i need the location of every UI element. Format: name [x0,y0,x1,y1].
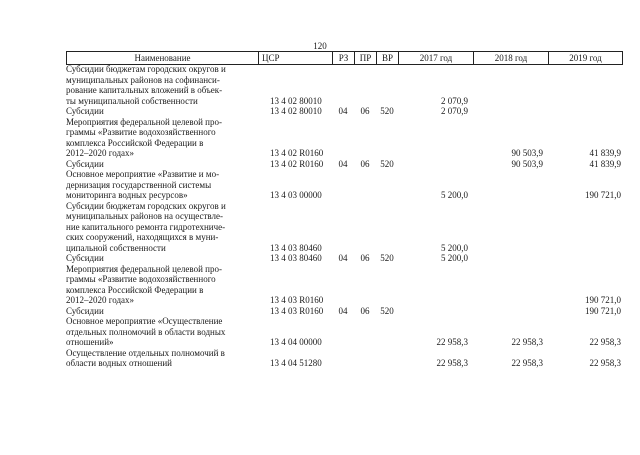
row-rz: 04 [338,253,348,263]
row-2017: 5 200,0 [441,253,468,263]
row-2017: 2 070,9 [441,106,468,116]
column-header-csr: ЦСР [258,52,332,64]
column-header-2019: 2019 год [548,52,623,64]
row-pr: 06 [360,253,370,263]
row-csr: 13 4 02 80010 [270,95,322,106]
column-header-name: Наименование [66,52,258,64]
table-row [66,306,623,317]
row-2017: 5 200,0 [441,242,468,253]
row-2018: 90 503,9 [511,148,543,158]
row-name: Основное мероприятие «Развитие и мо- дернизация государственной системы мониторинга водных ресурсов» [66,169,220,200]
row-csr: 13 4 04 51280 [270,358,322,368]
row-csr: 13 4 02 R0160 [270,148,324,158]
row-name: Субсидии [66,305,104,316]
row-2019: 22 958,3 [589,358,621,368]
table-row [66,348,623,369]
row-2019: 22 958,3 [589,337,621,347]
row-vr: 520 [380,158,394,169]
row-2019: 190 721,0 [585,190,621,200]
table-body [66,64,623,369]
row-2018: 22 958,3 [511,358,543,368]
row-csr: 13 4 02 R0160 [270,158,324,169]
row-vr: 520 [380,305,394,316]
row-2018: 90 503,9 [511,158,543,169]
row-2018: 22 958,3 [511,337,543,347]
row-2019: 41 839,9 [589,148,621,158]
row-2017: 22 958,3 [436,337,468,347]
row-2017: 2 070,9 [441,95,468,106]
row-rz: 04 [338,158,348,169]
row-name: Субсидии [66,253,104,263]
table-row [66,117,623,159]
row-pr: 06 [360,158,370,169]
row-name: Субсидии бюджетам городских округов и муниципальных районов на осуществле- ние капитального ремонта гидротехниче- ских сооружений, находящихся в муни- ципальной собственности [66,200,226,253]
table-row [66,169,623,201]
row-csr: 13 4 03 80460 [270,253,322,263]
table-row [66,64,623,106]
column-header-2017: 2017 год [398,52,473,64]
table-row [66,106,623,117]
row-csr: 13 4 03 R0160 [270,295,324,305]
row-name: Субсидии бюджетам городских округов и муниципальных районов на софинанси- рование капитальных вложений в объек- ты муниципальной собственности [66,64,226,106]
row-rz: 04 [338,106,348,116]
table-row [66,201,623,254]
row-name: Мероприятия федеральной целевой про- граммы «Развитие водохозяйственного комплекса Российской Федерации в 2012–2020 годах» [66,263,222,305]
row-2017: 22 958,3 [436,358,468,368]
column-header-2018: 2018 год [473,52,548,64]
row-2017: 5 200,0 [441,190,468,200]
row-2019: 190 721,0 [585,295,621,305]
row-csr: 13 4 02 80010 [270,106,322,116]
row-name: Мероприятия федеральной целевой про- граммы «Развитие водохозяйственного комплекса Российской Федерации в 2012–2020 годах» [66,116,222,158]
row-2019: 41 839,9 [589,158,621,169]
table-row [66,264,623,306]
row-csr: 13 4 03 00000 [270,190,322,200]
row-vr: 520 [380,253,394,263]
row-vr: 520 [380,106,394,116]
row-2019: 190 721,0 [585,305,621,316]
row-name: Основное мероприятие «Осуществление отдельных полномочий в области водных отношений» [66,316,226,347]
column-header-vr: ВР [376,52,398,64]
table-row [66,159,623,170]
row-name: Осуществление отдельных полномочий в области водных отношений [66,347,225,368]
row-rz: 04 [338,305,348,316]
row-name: Субсидии [66,158,104,169]
page-number: 120 [313,41,327,51]
row-name: Субсидии [66,106,104,116]
row-csr: 13 4 03 R0160 [270,305,324,316]
column-header-pr: ПР [354,52,376,64]
row-csr: 13 4 03 80460 [270,242,322,253]
row-csr: 13 4 04 00000 [270,337,322,347]
row-pr: 06 [360,106,370,116]
row-pr: 06 [360,305,370,316]
table-header [66,51,623,65]
column-header-rz: РЗ [332,52,354,64]
table-row [66,316,623,348]
table-row [66,253,623,264]
